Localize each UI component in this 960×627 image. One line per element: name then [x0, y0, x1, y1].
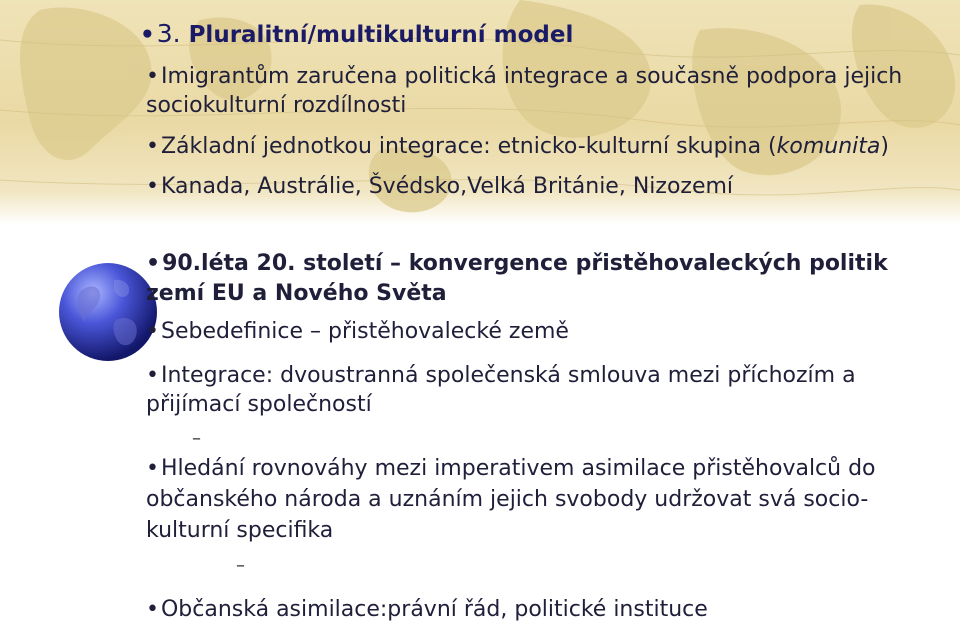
bullet-glyph: •	[146, 134, 159, 159]
bullet-glyph: •	[146, 456, 159, 481]
bullet-line-13	[146, 596, 708, 624]
dash-marker: –	[236, 555, 245, 576]
text-l5: 90.léta 20. století – konvergence přistěhovaleckých politik	[162, 251, 888, 276]
bullet-glyph: •	[146, 319, 159, 344]
text-l3c: )	[880, 134, 889, 159]
bullet-line-4	[146, 173, 733, 201]
globe-icon	[58, 262, 158, 362]
slide-title	[140, 20, 573, 49]
title-number: 3.	[156, 19, 181, 48]
continuation-line-11: občanského národa a uznáním jejich svobody udržovat svá socio-	[146, 487, 869, 512]
bullet-line-3	[146, 133, 889, 161]
text-l1: Imigrantům zaručena politická integrace a současně podpora jejich	[160, 64, 903, 89]
text-l7: Sebedefinice – přistěhovalecké země	[160, 319, 569, 344]
bullet-glyph: •	[146, 64, 159, 89]
bullet-line-8	[146, 362, 856, 390]
bullet-glyph: •	[146, 363, 159, 388]
continuation-line-9: přijímací společností	[146, 392, 372, 417]
bullet-line-10	[146, 455, 876, 483]
text-l3b-italic: komunita	[776, 134, 881, 159]
continuation-line-6: zemí EU a Nového Světa	[146, 281, 447, 306]
continuation-line-2: sociokulturní rozdílnosti	[146, 93, 407, 118]
bullet-line-5	[146, 250, 888, 278]
text-l3a: Základní jednotkou integrace: etnicko-kulturní skupina (	[160, 134, 777, 159]
bullet-glyph: •	[146, 174, 159, 199]
bullet-glyph: •	[146, 597, 159, 622]
text-l10: Hledání rovnováhy mezi imperativem asimilace přistěhovalců do	[160, 456, 876, 481]
text-l8: Integrace: dvoustranná společenská smlouva mezi příchozím a	[160, 363, 856, 388]
text-l4: Kanada, Austrálie, Švédsko,Velká Británie, Nizozemí	[160, 174, 734, 199]
bullet-glyph: •	[146, 251, 161, 276]
continuation-line-12: kulturní specifika	[146, 518, 334, 543]
dash-marker: –	[192, 428, 201, 449]
bullet-line-1	[146, 63, 902, 91]
text-l13: Občanská asimilace:právní řád, politické instituce	[160, 597, 708, 622]
title-text: Pluralitní/multikulturní model	[188, 22, 574, 48]
bullet-line-7	[146, 318, 569, 346]
bullet-glyph: •	[140, 22, 155, 48]
